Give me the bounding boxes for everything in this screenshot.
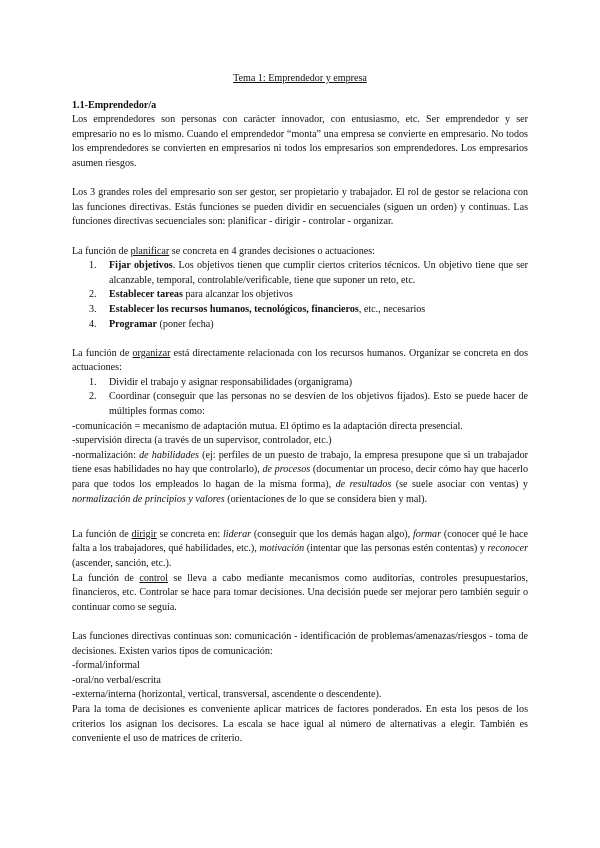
section-heading: 1.1-Emprendedor/a bbox=[72, 99, 157, 111]
coordinacion-normalizacion: -normalización: de habilidades (ej: perfiles de un puesto de trabajo, la empresa presupone que si un trabajador tiene esas habilidades no hay que controlarlo), de procesos (documentar un proceso, decir cómo hay que hacerlo para que todos los empleados lo hagan de la misma forma), de resultados (se suele asociar con ventas) y normalización de principios y valores (orientaciones de lo que se considera bien y mal). bbox=[72, 449, 528, 505]
document-title: Tema 1: Emprendedor y empresa bbox=[233, 73, 367, 84]
paragraph-emprendedores: Los emprendedores son personas con carácter innovador, con entusiasmo, etc. Ser emprendedor y ser empresario no es lo mismo. Cuando el emprendedor “monta” una empresa se convierte en empresario. No todos los emprendedores se convierten en empresarios ni todos los empresarios son emprendedores. Los empresarios asumen riesgos. bbox=[72, 114, 528, 169]
paragraph-planificar-intro: La función de planificar se concreta en 4 grandes decisiones o actuaciones: bbox=[72, 245, 375, 257]
planificar-list bbox=[72, 259, 528, 332]
organizar-list bbox=[72, 376, 528, 420]
comunicacion-tipo-externa: -externa/interna (horizontal, vertical, transversal, ascendente o descendente). bbox=[72, 689, 382, 701]
paragraph-roles: Los 3 grandes roles del empresario son ser gestor, ser propietario y trabajador. El rol de gestor se relaciona con las funciones directivas. Estás funciones se pueden dividir en secuenciales (siguen un orden) y continuas. Las funciones directivas secuenciales son: planificar - dirigir - controlar - organizar. bbox=[72, 187, 528, 228]
paragraph-dirigir: La función de dirigir se concreta en: liderar (conseguir que los demás hagan algo), formar (conocer qué le hace falta a los trabajadores, qué habilidades, etc.), motivación (intentar que las personas estén contentas) y reconocer (ascender, sanción, etc.). bbox=[72, 528, 529, 569]
comunicacion-tipo-oral: -oral/no verbal/escrita bbox=[72, 674, 161, 686]
list-item: 4. Programar (poner fecha) bbox=[89, 318, 214, 330]
list-item: 1. Fijar objetivos. Los objetivos tienen que cumplir ciertos criterios técnicos. Un objetivo tiene que ser alcanzable, temporal, controlable/verificable, tiene que suponer un reto, etc. bbox=[89, 260, 529, 286]
list-item: 2. Coordinar (conseguir que las personas no se desvíen de los objetivos fijados). Esto se puede hacer de múltiples formas como: bbox=[89, 391, 528, 418]
paragraph-control: La función de control se lleva a cabo mediante mecanismos como auditorías, controles presupuestarios, financieros, etc. Controlar se hace para tomar decisiones. Una decisión puede ser mejorar pero también seguir o continuar como se seguía. bbox=[72, 572, 529, 613]
list-item: 3. Establecer los recursos humanos, tecnológicos, financieros, etc., necesarios bbox=[89, 303, 426, 315]
list-item: 2. Establecer tareas para alcanzar los objetivos bbox=[89, 289, 293, 301]
coordinacion-comunicacion: -comunicación = mecanismo de adaptación mutua. El óptimo es la adaptación directa presencial. bbox=[72, 420, 463, 432]
comunicacion-tipo-formal: -formal/informal bbox=[72, 660, 140, 672]
list-item: 1. Dividir el trabajo y asignar responsabilidades (organigrama) bbox=[89, 376, 353, 388]
paragraph-toma-decisiones: Para la toma de decisiones es conveniente aplicar matrices de factores ponderados. En esta los pesos de los criterios los asignan los decisores. La escala se hace igual al número de alternativas a elegir. También es conveniente el uso de matrices de criterio. bbox=[72, 703, 528, 745]
paragraph-organizar-intro: La función de organizar está directamente relacionada con los recursos humanos. Organizar se concreta en dos actuaciones: bbox=[72, 347, 528, 374]
paragraph-funciones-continuas: Las funciones directivas continuas son: comunicación - identificación de problemas/amenazas/riesgos - toma de decisiones. Existen varios tipos de comunicación: bbox=[72, 630, 528, 657]
coordinacion-supervision: -supervisión directa (a través de un supervisor, controlador, etc.) bbox=[72, 435, 332, 447]
document-page bbox=[72, 72, 528, 747]
